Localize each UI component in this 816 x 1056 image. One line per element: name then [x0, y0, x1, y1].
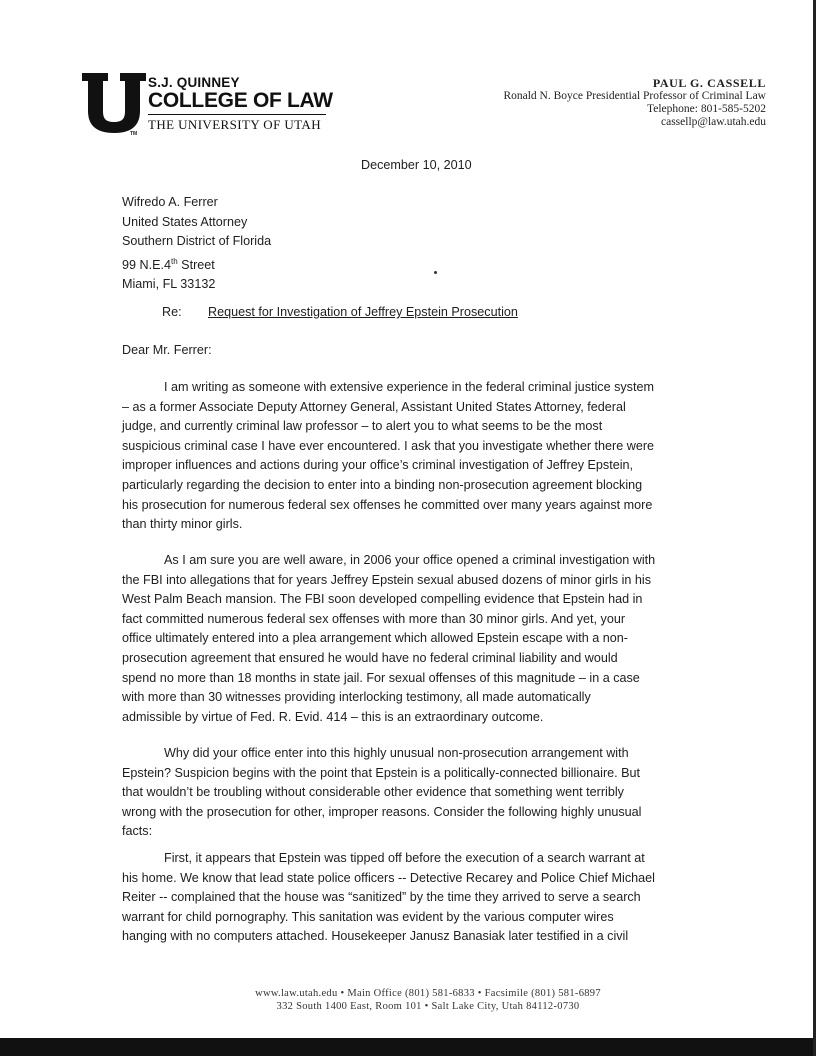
re-line — [162, 305, 518, 319]
logo-rule — [148, 114, 326, 115]
paragraph-line: judge, and currently criminal law professor – to alert you to what seems to be the most — [122, 419, 603, 434]
paragraph-line: prosecution agreement that ensured he would have no federal criminal liability and would — [122, 650, 618, 665]
paragraph-line: his home. We know that lead state police officers -- Detective Recarey and Police Chief Michael — [122, 870, 655, 885]
letterhead-contact — [503, 77, 766, 129]
paragraph-line: – as a former Associate Deputy Attorney General, Assistant United States Attorney, federal — [122, 399, 626, 414]
university-logo — [82, 73, 342, 139]
paragraph-line: wrong with the prosecution for other, improper reasons. Consider the following highly unusual — [122, 804, 642, 819]
logo-line-2: COLLEGE OF LAW — [148, 89, 333, 112]
stray-mark — [434, 271, 437, 274]
author-email: cassellp@law.utah.edu — [660, 116, 766, 128]
paragraph-line: Why did your office enter into this highly unusual non-prosecution arrangement with — [164, 746, 629, 760]
paragraph-line: with more than 30 witnesses providing interlocking testimony, all made automatically — [122, 690, 591, 705]
author-telephone: Telephone: 801-585-5202 — [647, 103, 766, 115]
trademark-mark: TM — [130, 131, 138, 137]
footer-line-2: 332 South 1400 East, Room 101 • Salt Lake City, Utah 84112-0730 — [276, 1001, 580, 1012]
paragraph-line: warrant for child pornography. This sanitation was evident by the various computer wires — [122, 909, 614, 924]
recipient-city: Miami, FL 33132 — [122, 277, 216, 292]
paragraph-3 — [122, 744, 732, 842]
logo-line-3: THE UNIVERSITY OF UTAH — [148, 117, 322, 132]
paragraph-line: improper influences and actions during your office’s criminal investigation of Jeffrey Epstein, — [122, 458, 634, 473]
re-label: Re: — [162, 305, 182, 319]
paragraph-4 — [122, 849, 732, 947]
letter-date: December 10, 2010 — [361, 158, 472, 172]
footer-line-1: www.law.utah.edu • Main Office (801) 581-6833 • Facsimile (801) 581-6897 — [255, 988, 601, 999]
paragraph-line: the FBI into allegations that for years Jeffrey Epstein sexual abused dozens of minor girls in his — [122, 572, 651, 587]
letterhead-footer — [0, 987, 816, 1013]
paragraph-line: As I am sure you are well aware, in 2006 your office opened a criminal investigation with — [164, 553, 656, 567]
paragraph-line: office ultimately entered into a plea arrangement which allowed Epstein escape with a non- — [122, 631, 628, 646]
paragraph-2 — [122, 551, 732, 727]
paragraph-line: hanging with no computers attached. Housekeeper Janusz Banasiak later testified in a civil — [122, 929, 629, 944]
logo-wordmark — [148, 76, 333, 132]
paragraph-1 — [122, 378, 732, 535]
re-subject: Request for Investigation of Jeffrey Epstein Prosecution — [208, 305, 518, 319]
salutation: Dear Mr. Ferrer: — [122, 343, 212, 357]
paragraph-line: First, it appears that Epstein was tipped off before the execution of a search warrant at — [164, 851, 645, 865]
paragraph-line: Epstein? Suspicion begins with the point that Epstein is a politically-connected billionaire. But — [122, 765, 641, 780]
author-name: PAUL G. CASSELL — [652, 76, 766, 90]
paragraph-line: admissible by virtue of Fed. R. Evid. 414 – this is an extraordinary outcome. — [122, 709, 544, 724]
paragraph-line: fact committed numerous federal sex offenses with more than 30 minor girls. And yet, your — [122, 611, 626, 626]
recipient-name: Wifredo A. Ferrer — [122, 195, 218, 209]
logo-line-1: S.J. QUINNEY — [148, 75, 240, 90]
block-u-icon — [82, 73, 146, 133]
paragraph-line: spend no more than 18 months in state jail. For sexual offenses of this magnitude – in a case — [122, 670, 640, 685]
paragraph-line: his prosecution for numerous federal sex offenses he committed over many years against more — [122, 497, 653, 512]
paragraph-line: I am writing as someone with extensive experience in the federal criminal justice system — [164, 380, 654, 394]
recipient-district: Southern District of Florida — [122, 234, 272, 248]
paragraph-line: particularly regarding the decision to enter into a binding non-prosecution agreement blocking — [122, 477, 643, 492]
recipient-address — [122, 193, 271, 295]
paragraph-line: than thirty minor girls. — [122, 517, 243, 532]
scan-bottom-edge — [0, 1038, 816, 1056]
author-title: Ronald N. Boyce Presidential Professor of Criminal Law — [503, 90, 766, 102]
recipient-street: 99 N.E.4th Street — [122, 256, 215, 272]
paragraph-line: that wouldn’t be troubling without considerable other evidence that something went terribly — [122, 785, 624, 800]
recipient-title: United States Attorney — [122, 214, 248, 229]
paragraph-line: suspicious criminal case I have ever encountered. I ask that you investigate whether there were — [122, 438, 655, 453]
paragraph-line: West Palm Beach mansion. The FBI soon developed compelling evidence that Epstein had in — [122, 592, 643, 607]
paragraph-line: facts: — [122, 824, 153, 839]
paragraph-line: Reiter -- complained that the house was “sanitized” by the time they arrived to serve a search — [122, 890, 641, 905]
